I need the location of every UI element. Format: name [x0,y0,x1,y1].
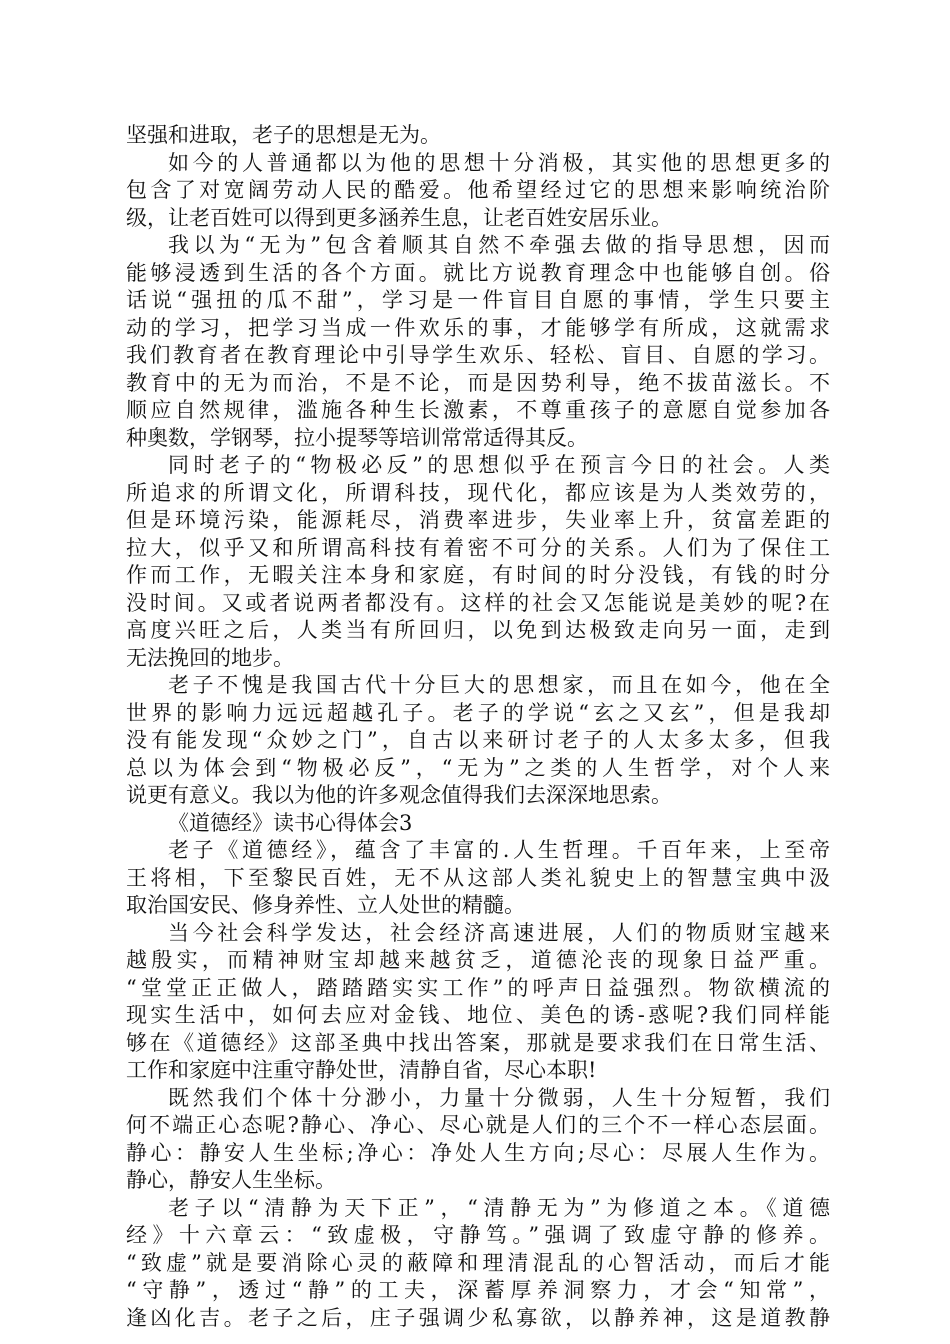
text-line: 坚强和进取，老子的思想是无为。 [126,123,441,147]
text-line: “守静”，透过“静”的工夫，深蓄厚养洞察力，才会“知常”， [126,1278,830,1302]
text-line: 静心：静安人生坐标;净心：净处人生方向;尽心：尽展人生作为。 [126,1140,830,1165]
text-line: 能够浸透到生活的各个方面。就比方说教育理念中也能够自创。俗 [126,260,830,285]
text-line: 逢凶化吉。老子之后，庄子强调少私寡欲，以静养神，这是道教静 [126,1305,830,1330]
text-line: 所追求的所谓文化，所谓科技，现代化，都应该是为人类效劳的， [126,480,830,505]
text-line: 拉大，似乎又和所谓高科技有着密不可分的关系。人们为了保住工 [126,535,830,560]
text-line: 《道德经》读书心得体会3 [168,810,413,835]
text-line: 但是环境污染，能源耗尽，消费率进步，失业率上升，贫富差距的 [126,508,830,532]
text-line: 总以为体会到“物极必反”，“无为”之类的人生哲学，对个人来 [126,755,830,780]
text-line: 种奥数，学钢琴，拉小提琴等培训常常适得其反。 [126,425,588,450]
text-line: “致虚”就是要消除心灵的蔽障和理清混乱的心智活动，而后才能 [126,1250,830,1275]
text-line: 如今的人普通都以为他的思想十分消极，其实他的思想更多的 [168,150,830,175]
text-line: 高度兴旺之后，人类当有所回归，以免到达极致走向另一面，走到 [126,618,830,642]
text-line: 同时老子的“物极必反”的思想似乎在预言今日的社会。人类 [168,453,830,477]
text-line: 没时间。又或者说两者都没有。这样的社会又怎能说是美妙的呢?在 [126,590,830,615]
text-line: 话说“强扭的瓜不甜”，学习是一件盲目自愿的事情，学生只要主 [126,288,830,312]
text-line: 当今社会科学发达，社会经济高速进展，人们的物质财宝越来 [168,920,830,945]
text-line: 世界的影响力远远超越孔子。老子的学说“玄之又玄”，但是我却 [126,700,830,725]
text-line: 说更有意义。我以为他的许多观念值得我们去深深地思索。 [126,783,672,807]
text-line: 教育中的无为而治，不是不论，而是因势利导，绝不拔苗滋长。不 [126,370,830,395]
text-line: 顺应自然规律，滥施各种生长激素，不尊重孩子的意愿自觉参加各 [126,398,830,422]
text-line: 够在《道德经》这部圣典中找出答案，那就是要求我们在日常生活、 [126,1030,830,1055]
text-line: 经》十六章云：“致虚极，守静笃。”强调了致虚守静的修养。 [126,1223,830,1247]
text-line: 王将相，下至黎民百姓，无不从这部人类礼貌史上的智慧宝典中汲 [126,865,830,890]
text-line: 动的学习，把学习当成一件欢乐的事，才能够学有所成，这就需求 [126,315,830,340]
text-line: 我以为“无为”包含着顺其自然不牵强去做的指导思想，因而 [168,233,830,257]
text-line: 老子以“清静为天下正”，“清静无为”为修道之本。《道德 [168,1195,830,1220]
text-line: 既然我们个体十分渺小，力量十分微弱，人生十分短暂，我们 [168,1085,830,1110]
text-line: 取治国安民、修身养性、立人处世的精髓。 [126,893,525,917]
text-line: 我们教育者在教育理论中引导学生欢乐、轻松、盲目、自愿的学习。 [126,343,830,367]
text-line: 无法挽回的地步。 [126,645,294,670]
text-line: 何不端正心态呢?静心、净心、尽心就是人们的三个不一样心态层面。 [126,1113,830,1137]
text-line: 包含了对宽阔劳动人民的酷爱。他希望经过它的思想来影响统治阶 [126,178,830,202]
text-line: 老子不愧是我国古代十分巨大的思想家，而且在如今，他在全 [168,673,830,697]
text-line: 没有能发现“众妙之门”，自古以来研讨老子的人太多太多，但我 [126,728,830,752]
text-line: 静心，静安人生坐标。 [126,1168,336,1192]
document-body [126,122,830,1332]
text-line: 老子《道德经》，蕴含了丰富的.人生哲理。千百年来，上至帝 [168,838,830,862]
text-line: 越殷实，而精神财宝却越来越贫乏，道德沦丧的现象日益严重。 [126,948,830,972]
text-line: 作而工作，无暇关注本身和家庭，有时间的时分没钱，有钱的时分 [126,563,830,587]
text-line: 工作和家庭中注重守静处世，清静自省，尽心本职! [126,1058,597,1082]
text-line: 级，让老百姓可以得到更多涵养生息，让老百姓安居乐业。 [126,205,672,230]
text-line: 现实生活中，如何去应对金钱、地位、美色的诱-惑呢?我们同样能 [126,1003,830,1027]
text-line: “堂堂正正做人，踏踏踏实实工作”的呼声日益强烈。物欲横流的 [126,975,830,1000]
